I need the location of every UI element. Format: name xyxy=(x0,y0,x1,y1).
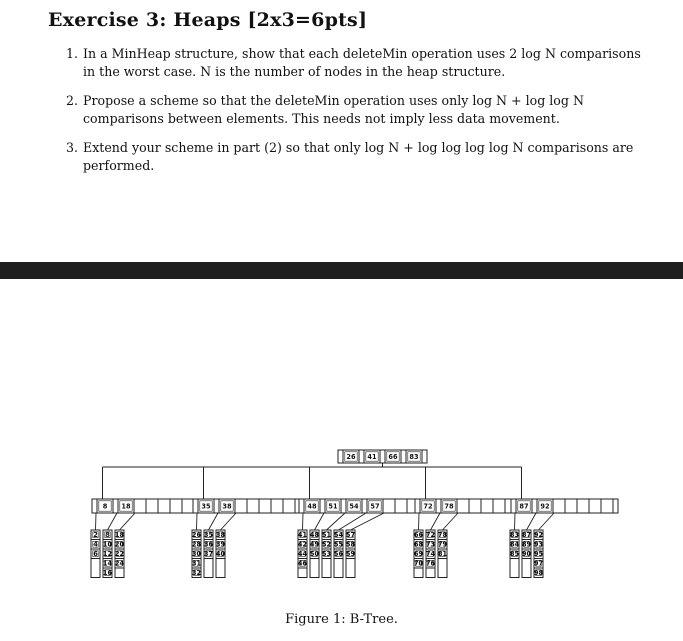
leaf-key-label: 28 xyxy=(191,540,202,549)
internal-key-label: 87 xyxy=(519,502,529,511)
internal-empty-slot xyxy=(170,499,182,513)
leaf-key-label: 40 xyxy=(215,550,226,559)
leaf-key-label: 83 xyxy=(509,531,520,540)
leaf-key-label: 8 xyxy=(105,531,110,540)
leaf-key-label: 53 xyxy=(321,550,332,559)
leaf-key-label: 66 xyxy=(413,531,424,540)
leaf-key-label: 58 xyxy=(345,540,356,549)
leaf-key-label: 59 xyxy=(345,550,356,559)
internal-key-label: 38 xyxy=(222,502,232,511)
internal-pointer-slot xyxy=(415,499,420,513)
internal-key-label: 51 xyxy=(328,502,338,511)
leaf-key-label: 70 xyxy=(413,559,424,568)
leaf-key-label: 26 xyxy=(191,531,202,540)
internal-key-label: 54 xyxy=(349,502,359,511)
internal-empty-slot xyxy=(134,499,146,513)
internal-key-label: 72 xyxy=(423,502,433,511)
leaf-key-label: 30 xyxy=(191,550,202,559)
internal-empty-slot xyxy=(457,499,469,513)
leaf-key-label: 24 xyxy=(114,559,125,568)
leaf-key-label: 69 xyxy=(413,550,424,559)
internal-key-label: 92 xyxy=(540,502,550,511)
root-pointer-slot xyxy=(380,450,385,463)
leaf-key-label: 12 xyxy=(102,550,113,559)
leaf-key-label: 92 xyxy=(533,531,544,540)
leaf-connector xyxy=(120,513,136,530)
leaf-connector xyxy=(351,513,385,530)
internal-empty-slot xyxy=(589,499,601,513)
internal-pointer-slot xyxy=(320,499,325,513)
leaf-key-label: 48 xyxy=(309,531,320,540)
leaf-key-label: 72 xyxy=(425,531,436,540)
leaf-key-label: 57 xyxy=(345,531,356,540)
leaf-key-label: 97 xyxy=(533,559,544,568)
leaf-key-label: 54 xyxy=(333,531,344,540)
leaf-connector xyxy=(515,513,516,530)
internal-pointer-slot xyxy=(362,499,367,513)
leaf-key-label: 81 xyxy=(437,550,448,559)
leaf-key-label: 50 xyxy=(309,550,320,559)
leaf-connector xyxy=(527,513,537,530)
internal-pointer-slot xyxy=(613,499,618,513)
internal-empty-slot xyxy=(577,499,589,513)
internal-key-label: 48 xyxy=(307,502,317,511)
leaf-key-label: 46 xyxy=(297,559,308,568)
exercise-item-number: 1. xyxy=(66,46,79,61)
leaf-key-label: 56 xyxy=(333,550,344,559)
exercise-title: Exercise 3: Heaps [2x3=6pts] xyxy=(48,9,368,31)
internal-pointer-slot xyxy=(214,499,219,513)
internal-pointer-slot xyxy=(436,499,441,513)
internal-empty-slot xyxy=(182,499,194,513)
internal-empty-slot xyxy=(565,499,577,513)
root-key-label: 66 xyxy=(388,452,398,461)
leaf-key-label: 4 xyxy=(93,540,98,549)
leaf-key-label: 68 xyxy=(413,540,424,549)
internal-empty-slot xyxy=(553,499,565,513)
leaf-key-label: 2 xyxy=(93,531,98,540)
leaf-key-label: 74 xyxy=(425,550,436,559)
leaf-key-label: 79 xyxy=(437,540,448,549)
internal-pointer-slot xyxy=(193,499,198,513)
leaf-connector xyxy=(431,513,441,530)
leaf-key-label: 93 xyxy=(533,540,544,549)
internal-empty-slot xyxy=(395,499,407,513)
leaf-key-label: 22 xyxy=(114,550,125,559)
internal-empty-slot xyxy=(247,499,259,513)
internal-key-label: 78 xyxy=(444,502,454,511)
internal-key-label: 18 xyxy=(121,502,131,511)
internal-empty-slot xyxy=(146,499,158,513)
leaf-key-label: 20 xyxy=(114,540,125,549)
figure-caption: Figure 1: B-Tree. xyxy=(285,612,398,627)
leaf-key-label: 41 xyxy=(297,531,308,540)
internal-empty-slot xyxy=(601,499,613,513)
leaf-key-label: 37 xyxy=(203,550,214,559)
internal-empty-slot xyxy=(283,499,295,513)
root-key-label: 41 xyxy=(367,452,377,461)
exercise-item-text: In a MinHeap structure, show that each deleteMin operation uses 2 log N comparisons in the worst case. N is the number of nodes in the heap structure. xyxy=(83,46,641,79)
leaf-key-label: 85 xyxy=(509,550,520,559)
internal-empty-slot xyxy=(259,499,271,513)
leaf-key-label: 52 xyxy=(321,540,332,549)
exercise-item-text: Extend your scheme in part (2) so that only log N + log log log log N comparisons are performed. xyxy=(83,140,634,173)
leaf-key-label: 39 xyxy=(215,540,226,549)
leaf-key-label: 90 xyxy=(521,550,532,559)
internal-pointer-slot xyxy=(92,499,97,513)
leaf-key-label: 16 xyxy=(102,569,113,578)
exercise-item-text: Propose a scheme so that the deleteMin operation uses only log N + log log N comparisons between elements. This needs not imply less data movement. xyxy=(83,93,584,126)
leaf-connector xyxy=(539,513,555,530)
leaf-key-label: 49 xyxy=(309,540,320,549)
internal-empty-slot xyxy=(158,499,170,513)
leaf-key-label: 18 xyxy=(114,531,125,540)
leaf-key-label: 44 xyxy=(297,550,308,559)
root-key-label: 26 xyxy=(346,452,356,461)
leaf-key-label: 38 xyxy=(215,531,226,540)
leaf-key-label: 32 xyxy=(191,569,202,578)
leaf-key-label: 55 xyxy=(333,540,344,549)
internal-key-label: 35 xyxy=(201,502,211,511)
leaf-key-label: 36 xyxy=(203,540,214,549)
exercise-item-number: 3. xyxy=(66,140,79,155)
leaf-key-label: 87 xyxy=(521,531,532,540)
internal-empty-slot xyxy=(383,499,395,513)
leaf-connector xyxy=(443,513,459,530)
leaf-connector xyxy=(197,513,198,530)
root-key-label: 83 xyxy=(409,452,419,461)
leaf-connector xyxy=(108,513,118,530)
leaf-connector xyxy=(419,513,420,530)
leaf-key-label: 42 xyxy=(297,540,308,549)
leaf-key-label: 89 xyxy=(521,540,532,549)
internal-empty-slot xyxy=(271,499,283,513)
internal-pointer-slot xyxy=(113,499,118,513)
internal-empty-slot xyxy=(469,499,481,513)
leaf-key-label: 73 xyxy=(425,540,436,549)
leaf-key-label: 95 xyxy=(533,550,544,559)
leaf-key-label: 35 xyxy=(203,531,214,540)
internal-key-label: 57 xyxy=(370,502,380,511)
leaf-key-label: 51 xyxy=(321,531,332,540)
internal-empty-slot xyxy=(481,499,493,513)
leaf-connector xyxy=(209,513,219,530)
leaf-key-label: 31 xyxy=(191,559,202,568)
internal-pointer-slot xyxy=(511,499,516,513)
leaf-connector xyxy=(96,513,97,530)
internal-empty-slot xyxy=(493,499,505,513)
leaf-key-label: 14 xyxy=(102,559,113,568)
internal-pointer-slot xyxy=(299,499,304,513)
leaf-key-label: 6 xyxy=(93,550,98,559)
leaf-connector xyxy=(221,513,237,530)
internal-pointer-slot xyxy=(341,499,346,513)
leaf-connector xyxy=(303,513,304,530)
root-pointer-slot xyxy=(422,450,427,463)
internal-empty-slot xyxy=(235,499,247,513)
internal-key-label: 8 xyxy=(102,502,108,511)
exercise-item-number: 2. xyxy=(66,93,79,108)
leaf-key-label: 84 xyxy=(509,540,520,549)
leaf-key-label: 76 xyxy=(425,559,436,568)
root-pointer-slot xyxy=(401,450,406,463)
leaf-key-label: 98 xyxy=(533,569,544,578)
leaf-connector xyxy=(315,513,325,530)
root-pointer-slot xyxy=(359,450,364,463)
root-pointer-slot xyxy=(338,450,343,463)
leaf-key-label: 78 xyxy=(437,531,448,540)
internal-pointer-slot xyxy=(532,499,537,513)
leaf-key-label: 10 xyxy=(102,540,113,549)
